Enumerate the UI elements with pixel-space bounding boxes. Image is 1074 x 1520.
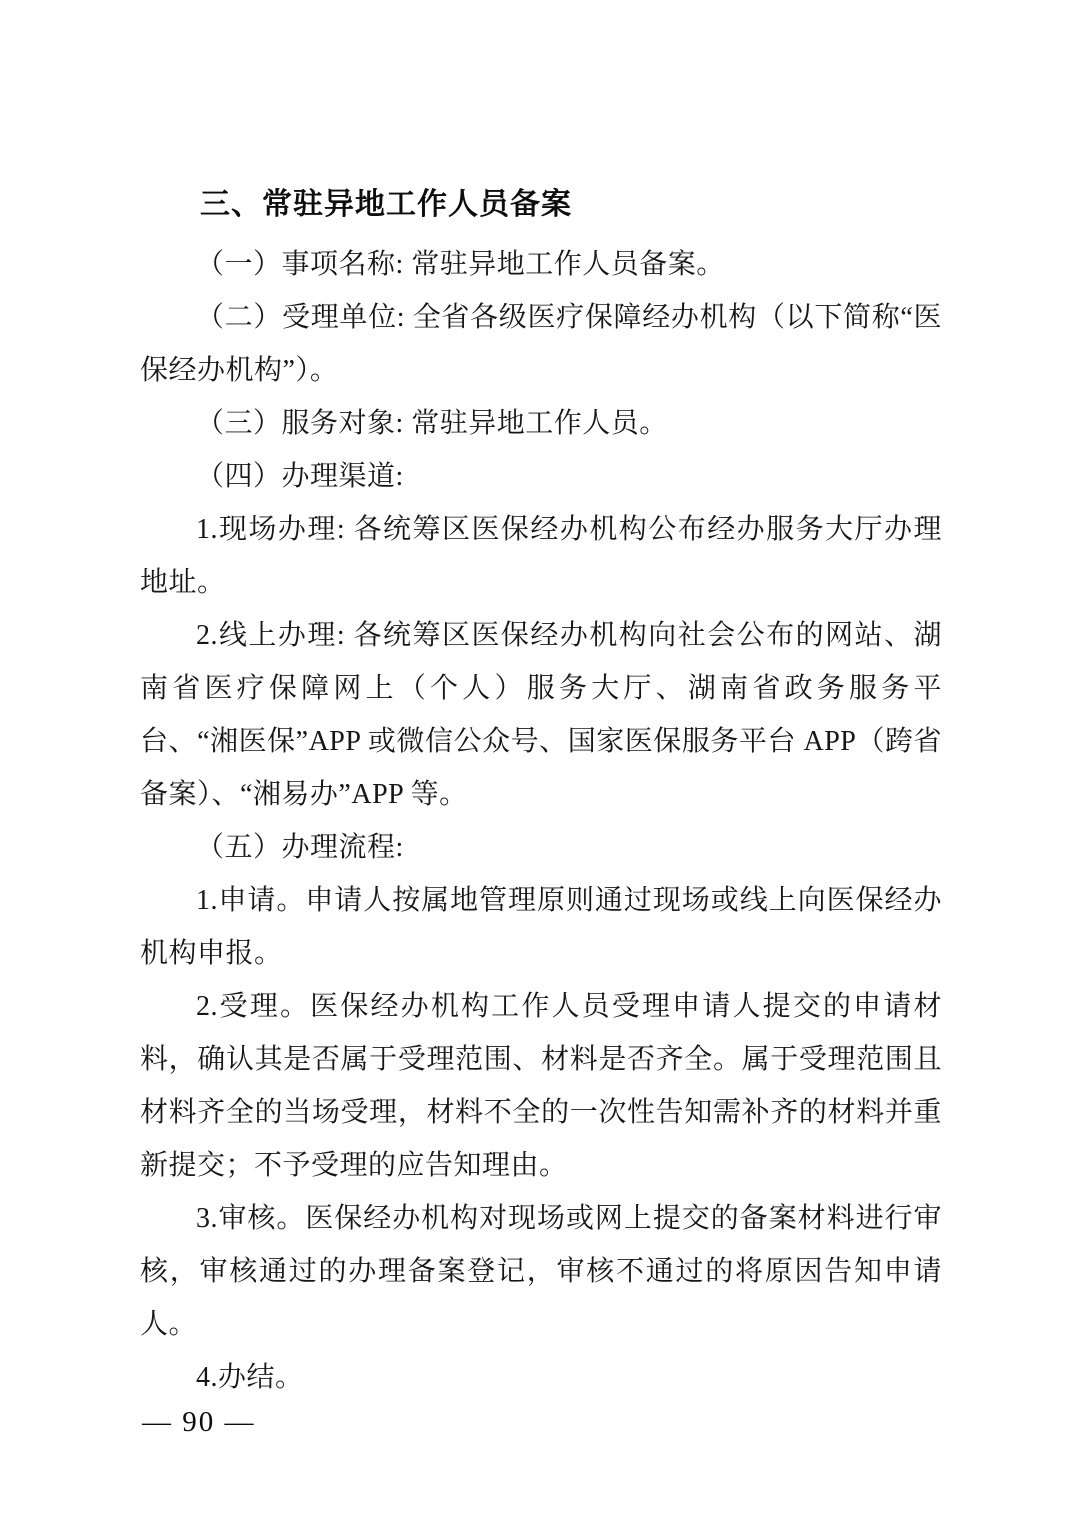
paragraph-step-complete: 4.办结。	[196, 1362, 304, 1393]
paragraph-process-label: （五）办理流程:	[196, 832, 404, 863]
paragraph-accepting-unit: （二）受理单位: 全省各级医疗保障经办机构（以下简称“医保经办机构”）。	[140, 302, 942, 386]
paragraph-channels-label: （四）办理渠道:	[196, 461, 404, 492]
page-number: — 90 —	[142, 1406, 256, 1438]
paragraph-service-target: （三）服务对象: 常驻异地工作人员。	[196, 408, 668, 439]
section-heading: 三、常驻异地工作人员备案	[200, 188, 572, 221]
paragraph-step-review: 3.审核。医保经办机构对现场或网上提交的备案材料进行审核，审核通过的办理备案登记，审核不通过的将原因告知申请人。	[140, 1203, 942, 1340]
paragraph-onsite-channel: 1.现场办理: 各统筹区医保经办机构公布经办服务大厅办理地址。	[140, 514, 942, 598]
paragraph-step-apply: 1.申请。申请人按属地管理原则通过现场或线上向医保经办机构申报。	[140, 885, 942, 969]
paragraph-step-accept: 2.受理。医保经办机构工作人员受理申请人提交的申请材料，确认其是否属于受理范围、材料是否齐全。属于受理范围且材料齐全的当场受理，材料不全的一次性告知需补齐的材料并重新提交；不予受理的应告知理由。	[140, 991, 942, 1181]
paragraph-online-channel: 2.线上办理: 各统筹区医保经办机构向社会公布的网站、湖南省医疗保障网上（个人）服务大厅、湖南省政务服务平台、“湘医保”APP 或微信公众号、国家医保服务平台 APP（跨省备案）、“湘易办”APP 等。	[140, 620, 942, 810]
paragraph-item-name: （一）事项名称: 常驻异地工作人员备案。	[196, 249, 725, 280]
document-body	[140, 178, 942, 1404]
